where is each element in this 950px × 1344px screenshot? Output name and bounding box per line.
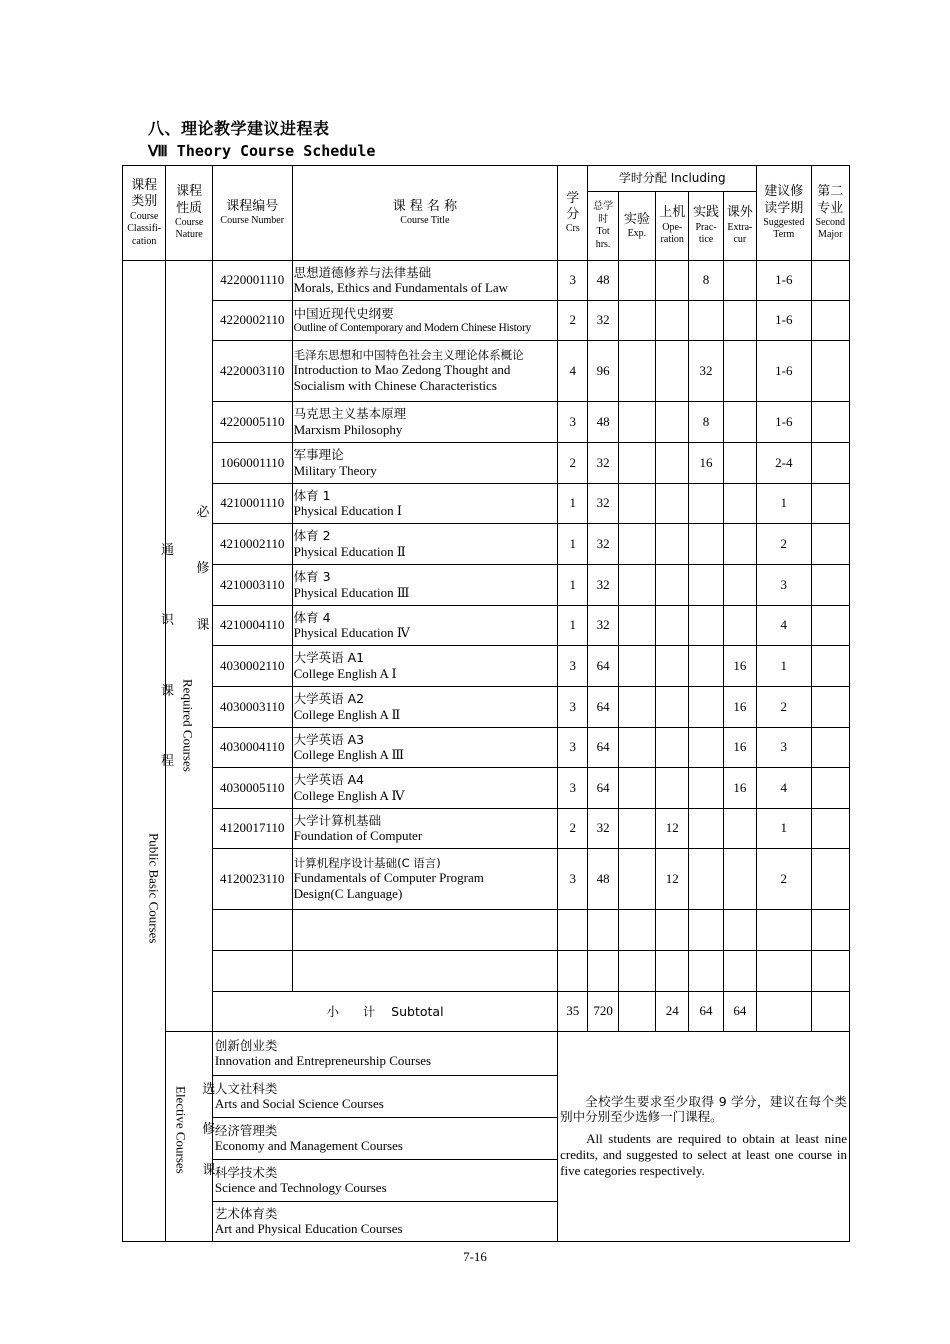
course-code: 1060001110 [212, 443, 292, 484]
course-title [292, 687, 558, 728]
cell-crs: 3 [558, 646, 588, 687]
course-title-cn: 计算机程序设计基础(C 语言) [293, 855, 441, 870]
cell-ope [656, 768, 689, 809]
cell-crs: 3 [558, 849, 588, 910]
cell-second [811, 301, 849, 341]
course-title [292, 524, 558, 565]
cell-prac [689, 646, 723, 687]
subtotal-exp [618, 992, 655, 1032]
course-title-cn: 大学计算机基础 [293, 812, 382, 828]
empty-cell [292, 910, 558, 951]
cell-extra [723, 565, 756, 606]
course-title [292, 341, 558, 402]
empty-cell [212, 951, 292, 992]
course-title-cn: 体育 2 [293, 528, 331, 544]
cell-ope [656, 606, 689, 646]
category-public-basic-courses [123, 261, 175, 1242]
cell-prac: 16 [689, 443, 723, 484]
cell-extra [723, 443, 756, 484]
empty-cell [689, 951, 723, 992]
subtotal-tot: 720 [588, 992, 618, 1032]
course-title-en: Morals, Ethics and Fundamentals of Law [293, 280, 509, 296]
elective-category [212, 1160, 557, 1202]
cell-tot: 32 [588, 606, 618, 646]
header-nature: 课程 性质 Course Nature [166, 166, 212, 261]
course-title-en: Introduction to Mao Zedong Thought and [293, 361, 511, 377]
cell-exp [618, 849, 655, 910]
header-extracurricular: 课外 Extra- cur [723, 192, 756, 261]
course-title-en-cont: Socialism with Chinese Characteristics [293, 378, 497, 394]
cell-exp [618, 565, 655, 606]
cell-exp [618, 646, 655, 687]
cell-term: 1-6 [757, 301, 812, 341]
cell-term: 1-6 [757, 341, 812, 402]
course-title-cn: 体育 4 [293, 609, 331, 625]
cell-term: 1 [757, 809, 812, 849]
cell-term: 1-6 [757, 402, 812, 443]
header-total-hours: 总学 时 Tot hrs. [588, 192, 618, 261]
course-title-cn: 中国近现代史纲要 [293, 305, 394, 321]
cell-tot: 48 [588, 849, 618, 910]
empty-cell [618, 951, 655, 992]
empty-cell [757, 910, 812, 951]
cell-second [811, 809, 849, 849]
cell-term: 4 [757, 768, 812, 809]
course-code: 4210001110 [212, 484, 292, 524]
cell-term: 2 [757, 524, 812, 565]
empty-cell [558, 910, 588, 951]
course-title-cn: 马克思主义基本原理 [293, 406, 407, 422]
course-title-cn: 军事理论 [293, 447, 344, 463]
cell-crs: 2 [558, 809, 588, 849]
elective-category-en: Innovation and Entrepreneurship Courses [214, 1053, 432, 1069]
cell-tot: 64 [588, 687, 618, 728]
course-title [292, 728, 558, 768]
course-title-en-cont: Design(C Language) [293, 886, 403, 902]
cell-tot: 48 [588, 402, 618, 443]
header-credits: 学 分 Crs [558, 166, 588, 261]
course-title-cn: 体育 3 [293, 569, 331, 585]
course-title-en: College English A Ⅱ [293, 706, 401, 722]
cell-extra [723, 261, 756, 301]
cell-tot: 32 [588, 443, 618, 484]
cell-exp [618, 687, 655, 728]
required-label-en: Required Courses [180, 679, 196, 772]
cell-second [811, 768, 849, 809]
empty-cell [689, 910, 723, 951]
table-row [123, 646, 850, 687]
table-row [123, 687, 850, 728]
cell-crs: 1 [558, 606, 588, 646]
course-title [292, 484, 558, 524]
course-title-cn: 毛泽东思想和中国特色社会主义理论体系概论 [293, 347, 524, 362]
course-title [292, 565, 558, 606]
cell-tot: 64 [588, 728, 618, 768]
cell-extra: 16 [723, 687, 756, 728]
cell-exp [618, 261, 655, 301]
cell-ope [656, 402, 689, 443]
cell-ope [656, 565, 689, 606]
course-title-en: College English A Ⅰ [293, 665, 397, 681]
elective-category-cn: 创新创业类 [214, 1037, 278, 1053]
table-row [123, 261, 850, 301]
empty-cell [588, 951, 618, 992]
subtotal-label: 小 计 Subtotal [212, 992, 557, 1032]
elective-category [212, 1118, 557, 1160]
cell-crs: 1 [558, 484, 588, 524]
section-heading-en: Ⅷ Theory Course Schedule [148, 142, 376, 160]
cell-term: 4 [757, 606, 812, 646]
elective-note [558, 1032, 850, 1242]
elective-category-en: Art and Physical Education Courses [214, 1221, 403, 1237]
cell-tot: 32 [588, 524, 618, 565]
cell-crs: 1 [558, 524, 588, 565]
header-classification: 课程 类别 Course Classifi- cation [123, 166, 166, 261]
course-title-en: Military Theory [293, 462, 377, 478]
elective-category-en: Science and Technology Courses [214, 1180, 387, 1196]
cell-crs: 2 [558, 301, 588, 341]
cell-ope: 12 [656, 849, 689, 910]
course-code: 4030003110 [212, 687, 292, 728]
course-code: 4210003110 [212, 565, 292, 606]
cell-crs: 3 [558, 402, 588, 443]
cell-exp [618, 768, 655, 809]
cell-crs: 3 [558, 768, 588, 809]
cell-crs: 1 [558, 565, 588, 606]
empty-cell [558, 951, 588, 992]
elective-category-en: Economy and Management Courses [214, 1138, 403, 1154]
course-code: 4220001110 [212, 261, 292, 301]
header-course-title: 课 程 名 称 Course Title [292, 166, 558, 261]
cell-exp [618, 728, 655, 768]
cell-exp [618, 524, 655, 565]
empty-cell [292, 951, 558, 992]
cell-ope [656, 728, 689, 768]
table-row [123, 524, 850, 565]
course-title [292, 443, 558, 484]
table-row [123, 565, 850, 606]
course-code: 4030004110 [212, 728, 292, 768]
category-label-cn: 通 识 课 程 [161, 543, 175, 769]
empty-cell [212, 910, 292, 951]
elective-category-cn: 艺术体育类 [214, 1205, 278, 1221]
cell-prac [689, 301, 723, 341]
subtotal-row [123, 992, 850, 1032]
course-title-cn: 大学英语 A3 [293, 731, 365, 747]
cell-extra [723, 301, 756, 341]
course-title [292, 646, 558, 687]
subtotal-prac: 64 [689, 992, 723, 1032]
cell-extra: 16 [723, 646, 756, 687]
cell-term: 3 [757, 728, 812, 768]
elective-category [212, 1076, 557, 1118]
subtotal-second [811, 992, 849, 1032]
cell-ope [656, 341, 689, 402]
course-title-en: College English A Ⅲ [293, 747, 405, 763]
table-row [123, 606, 850, 646]
empty-cell [656, 951, 689, 992]
course-title-cn: 大学英语 A4 [293, 772, 365, 788]
course-title-en: Outline of Contemporary and Modern Chinese History [293, 322, 531, 335]
table-row [123, 443, 850, 484]
course-title [292, 606, 558, 646]
cell-exp [618, 402, 655, 443]
cell-ope [656, 301, 689, 341]
cell-second [811, 849, 849, 910]
cell-second [811, 524, 849, 565]
cell-tot: 32 [588, 301, 618, 341]
course-title-en: Fundamentals of Computer Program [293, 869, 484, 885]
cell-exp [618, 301, 655, 341]
table-row [123, 484, 850, 524]
cell-exp [618, 484, 655, 524]
cell-tot: 64 [588, 768, 618, 809]
cell-tot: 96 [588, 341, 618, 402]
course-code: 4120023110 [212, 849, 292, 910]
cell-tot: 48 [588, 261, 618, 301]
cell-exp [618, 606, 655, 646]
course-title-en: Marxism Philosophy [293, 421, 403, 437]
elective-category [212, 1032, 557, 1076]
empty-cell [811, 910, 849, 951]
elective-label-en: Elective Courses [173, 1086, 189, 1174]
cell-second [811, 646, 849, 687]
empty-row [123, 910, 850, 951]
empty-cell [588, 910, 618, 951]
table-row [123, 768, 850, 809]
course-title-en: Physical Education Ⅱ [293, 543, 406, 559]
cell-prac [689, 565, 723, 606]
cell-ope [656, 524, 689, 565]
cell-extra [723, 849, 756, 910]
cell-crs: 2 [558, 443, 588, 484]
cell-extra [723, 809, 756, 849]
subtotal-crs: 35 [558, 992, 588, 1032]
header-including: 学时分配 Including [588, 166, 757, 192]
table-row [123, 809, 850, 849]
cell-extra [723, 484, 756, 524]
cell-ope [656, 261, 689, 301]
subtotal-ope: 24 [656, 992, 689, 1032]
cell-ope [656, 646, 689, 687]
cell-crs: 4 [558, 341, 588, 402]
cell-extra [723, 524, 756, 565]
course-code: 4210002110 [212, 524, 292, 565]
elective-note-en: All students are required to obtain at least nine credits, and suggested to select at least one course in five categories respectively. [560, 1130, 847, 1179]
cell-term: 2 [757, 849, 812, 910]
header-second-major: 第二 专业 Second Major [811, 166, 849, 261]
empty-cell [723, 951, 756, 992]
cell-prac [689, 809, 723, 849]
table-row [123, 849, 850, 910]
elective-category-cn: 人文社科类 [214, 1080, 278, 1096]
cell-exp [618, 443, 655, 484]
cell-prac: 8 [689, 261, 723, 301]
course-title-cn: 思想道德修养与法律基础 [293, 264, 432, 280]
course-title [292, 402, 558, 443]
empty-cell [811, 951, 849, 992]
category-label-en: Public Basic Courses [146, 833, 162, 944]
cell-prac [689, 728, 723, 768]
cell-second [811, 565, 849, 606]
course-title-cn: 大学英语 A1 [293, 650, 365, 666]
cell-tot: 32 [588, 484, 618, 524]
cell-exp [618, 809, 655, 849]
nature-elective-courses [166, 1032, 216, 1242]
header-experiment: 实验 Exp. [618, 192, 655, 261]
course-code: 4120017110 [212, 809, 292, 849]
empty-cell [656, 910, 689, 951]
course-code: 4030005110 [212, 768, 292, 809]
course-code: 4030002110 [212, 646, 292, 687]
table-row [123, 341, 850, 402]
course-title-en: Foundation of Computer [293, 828, 423, 844]
cell-term: 3 [757, 565, 812, 606]
cell-second [811, 261, 849, 301]
course-title [292, 849, 558, 910]
header-suggested-term: 建议修 读学期 Suggested Term [757, 166, 812, 261]
elective-row [123, 1032, 850, 1076]
cell-ope [656, 484, 689, 524]
course-code: 4220005110 [212, 402, 292, 443]
cell-extra [723, 341, 756, 402]
cell-second [811, 341, 849, 402]
elective-category-en: Arts and Social Science Courses [214, 1096, 384, 1112]
elective-category [212, 1202, 557, 1242]
cell-exp [618, 341, 655, 402]
empty-cell [723, 910, 756, 951]
cell-crs: 3 [558, 728, 588, 768]
cell-ope: 12 [656, 809, 689, 849]
course-title-en: Physical Education Ⅰ [293, 503, 403, 519]
elective-note-cn: 全校学生要求至少取得 9 学分，建议在每个类别中分别至少选修一门课程。 [560, 1093, 847, 1125]
cell-ope [656, 687, 689, 728]
elective-category-cn: 经济管理类 [214, 1122, 278, 1138]
cell-crs: 3 [558, 261, 588, 301]
course-title-en: Physical Education Ⅳ [293, 625, 410, 641]
header-operation: 上机 Ope- ration [656, 192, 689, 261]
cell-second [811, 402, 849, 443]
empty-row [123, 951, 850, 992]
cell-term: 1 [757, 646, 812, 687]
course-title-en: Physical Education Ⅲ [293, 584, 410, 600]
cell-second [811, 687, 849, 728]
cell-second [811, 443, 849, 484]
course-code: 4210004110 [212, 606, 292, 646]
cell-prac [689, 849, 723, 910]
cell-tot: 64 [588, 646, 618, 687]
nature-required-courses [166, 261, 212, 1032]
cell-extra: 16 [723, 728, 756, 768]
cell-ope [656, 443, 689, 484]
cell-term: 2 [757, 687, 812, 728]
course-title-cn: 体育 1 [293, 487, 331, 503]
cell-extra [723, 402, 756, 443]
required-label-cn: 必 修 课 [196, 505, 210, 633]
section-heading-cn: 八、理论教学建议进程表 [148, 119, 330, 138]
cell-term: 1 [757, 484, 812, 524]
cell-term: 1-6 [757, 261, 812, 301]
header-practice: 实践 Prac- tice [689, 192, 723, 261]
course-code: 4220003110 [212, 341, 292, 402]
elective-category-cn: 科学技术类 [214, 1164, 278, 1180]
course-title [292, 809, 558, 849]
cell-prac [689, 768, 723, 809]
course-title-en: College English A Ⅳ [293, 787, 405, 803]
theory-course-schedule-table [122, 165, 850, 1242]
header-course-number: 课程编号 Course Number [212, 166, 292, 261]
cell-second [811, 728, 849, 768]
table-row [123, 301, 850, 341]
course-title [292, 261, 558, 301]
page-number: 7-16 [463, 1249, 487, 1264]
course-title [292, 768, 558, 809]
table-row [123, 402, 850, 443]
empty-cell [757, 951, 812, 992]
cell-prac [689, 606, 723, 646]
table-row [123, 728, 850, 768]
course-code: 4220002110 [212, 301, 292, 341]
empty-cell [618, 910, 655, 951]
cell-prac: 32 [689, 341, 723, 402]
cell-prac [689, 484, 723, 524]
cell-crs: 3 [558, 687, 588, 728]
cell-extra [723, 606, 756, 646]
course-title-cn: 大学英语 A2 [293, 691, 365, 707]
cell-extra: 16 [723, 768, 756, 809]
cell-prac: 8 [689, 402, 723, 443]
subtotal-term [757, 992, 812, 1032]
elective-label-cn: 选 修 课 [202, 1082, 216, 1178]
cell-second [811, 606, 849, 646]
cell-term: 2-4 [757, 443, 812, 484]
subtotal-extra: 64 [723, 992, 756, 1032]
cell-prac [689, 687, 723, 728]
cell-tot: 32 [588, 565, 618, 606]
course-title [292, 301, 558, 341]
cell-prac [689, 524, 723, 565]
cell-tot: 32 [588, 809, 618, 849]
cell-second [811, 484, 849, 524]
